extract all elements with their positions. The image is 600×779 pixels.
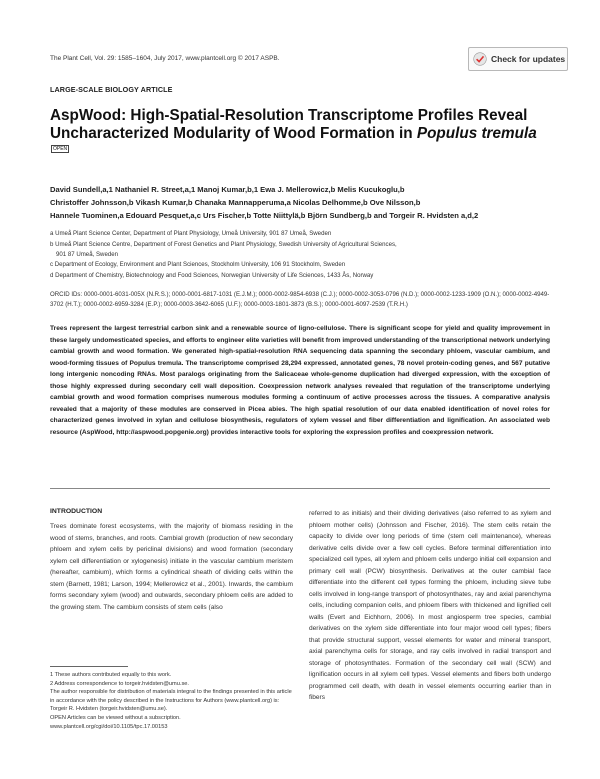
author-line: David Sundell,a,1 Nathaniel R. Street,a,1 Manoj Kumar,b,1 Ewa J. Mellerowicz,b Melis Kucukoglu,b [50,185,405,194]
affiliation-a: a Umeå Plant Science Center, Department of Plant Physiology, Umeå University, 901 87 Umeå, Sweden [50,230,332,237]
introduction-left-column: Trees dominate forest ecosystems, with the majority of biomass residing in the wood of stems, branches, and roots. Cambial growth (production of new secondary phloem and xylem cells by periclinal divisions) and wood formation (secondary xylem cell differentiation or xylogenesis) initiate in the vascular cambium meristem (hereafter, cambium), which forms a cylindrical sheath of dividing cells within the stem (Barnett, 1981; Larson, 1994; Mellerowicz et al., 2001). Inwards, the cambium forms secondary xylem (wood) and outwards, secondary phloem cells are added to the growing stem. The cambium consists of stem cells (also [50,523,293,611]
check-for-updates-label: Check for updates [491,54,566,64]
doi-link[interactable]: www.plantcell.org/cgi/doi/10.1105/tpc.17.00153 [50,723,168,730]
author-line: Christoffer Johnsson,b Vikash Kumar,b Chanaka Mannapperuma,a Nicolas Delhomme,b Ove Nilsson,b [50,198,421,207]
article-title [50,107,550,161]
footnotes [50,671,295,731]
abstract: Trees represent the largest terrestrial carbon sink and a renewable source of ligno-cellulose. There is significant scope for yield and quality improvement in these largely undomesticated species, and efforts to engineer elite varieties will benefit from improved understanding of the transcriptional network underlying cambial growth and wood formation. We generated high-spatial-resolution RNA sequencing data spanning the secondary phloem, vascular cambium, and wood-forming tissues of Populus tremula. The transcriptome comprised 28,294 expressed, annotated genes, 78 novel protein-coding genes, and 567 putative long intergenic noncoding RNAs. Most paralogs originating from the Salicaceae whole-genome duplication had diverged expression, with the exception of those highly expressed during secondary cell wall deposition. Coexpression network analyses revealed that regulation of the transcriptome underlying cambial growth and wood formation comprises numerous modules forming a continuum of active processes across the tissues. A comparative analysis revealed that a majority of these modules are conserved in Picea abies. The high spatial resolution of our data enabled identification of novel roles for characterized genes involved in xylan and cellulose biosynthesis, regulators of xylem vessel and fiber differentiation and lignification. An associated web resource (AspWood, http://aspwood.popgenie.org) provides interactive tools for exploring the expression profiles and coexpression network. [50,325,550,436]
section-divider [50,488,550,489]
introduction-right-column: referred to as initials) and their dividing derivatives (also referred to as xylem and phloem mother cells) (Johnsson and Fischer, 2016). The stem cells retain the capacity to divide over long periods of time (stem cell maintenance), whereas derivative cells divide over a few cell cycles. Before terminal differentiation into specialized cell types, all xylem and phloem cells undergo initial cell expansion and primary cell wall (PCW) biosynthesis. Derivatives at the outer cambial face differentiate into the different cell types forming the phloem, including sieve tube cells involved in long-range transport of photosynthates, ray and axial parenchyma cells, including companion cells, and phloem fibers with thickened and lignified cell walls (Evert and Eichhorn, 2006). In most angiosperm tree species, cambial derivatives on the xylem side differentiate into four major wood cell types; fibers that provide structural support, vessel elements for water and mineral transport, axial parenchyma cells for storage, and ray cells involved in radial transport and storage of photosynthates. Formation of the secondary cell wall (SCW) and lignification occurs in all xylem cell types. Vessel elements and fibers both undergo programmed cell death, with death in vessel elements occurring earlier than in fibers [309,510,551,701]
title-species: Populus tremula [416,125,537,142]
check-for-updates-button[interactable] [468,47,568,71]
journal-citation: The Plant Cell, Vol. 29: 1585–1604, July 2017, www.plantcell.org © 2017 ASPB. [50,55,280,62]
footnote-divider [50,666,128,667]
introduction-heading: INTRODUCTION [50,508,103,515]
title-main: AspWood: High-Spatial-Resolution Transcriptome Profiles Reveal Uncharacterized Modularity of Wood Formation in [50,107,528,142]
affiliation-d: d Department of Chemistry, Biotechnology and Food Sciences, Norwegian University of Life Sciences, 1433 Ås, Norway [50,272,374,279]
author-line: Hannele Tuominen,a Edouard Pesquet,a,c Urs Fischer,b Totte Niittylä,b Björn Sundberg,b and Torgeir R. Hvidsten a,d,2 [50,211,479,220]
affiliation-c: c Department of Ecology, Environment and Plant Sciences, Stockholm University, 106 91 Stockholm, Sweden [50,261,346,268]
footnote: 1 These authors contributed equally to this work. [50,672,172,678]
footnote: The author responsible for distribution of materials integral to the findings presented in this article in accordance with the policy described in the Instructions for Authors (www.plantcell.org) is: Torgeir R. Hvidsten (torgeir.hvidsten@umu.se). [50,689,292,713]
affiliation-b: b Umeå Plant Science Centre, Department of Forest Genetics and Plant Physiology, Swedish University of Agricultural Sciences, [50,241,397,248]
author-list [50,183,560,222]
article-category: LARGE-SCALE BIOLOGY ARTICLE [50,85,173,94]
footnote: 2 Address correspondence to torgeir.hvidsten@umu.se. [50,680,189,687]
open-access-badge: OPEN [53,146,68,152]
crossmark-icon [473,52,487,66]
footnote: OPEN Articles can be viewed without a subscription. [50,714,181,721]
affiliation-b-cont: 901 87 Umeå, Sweden [56,251,118,258]
orcid-ids: ORCID IDs: 0000-0001-6031-005X (N.R.S.); 0000-0001-6817-1031 (E.J.M.); 0000-0002-9854-6938 (C.J.); 0000-0002-3053-0796 (N.D.); 0000-0002-1233-1909 (O.N.); 0000-0002-4949-3702 (H.T.); 0000-0002-6959-3284 (E.P.); 0000-0003-3642-6065 (U.F.); 0000-0003-1801-3873 (B.S.); 0000-0001-6097-2539 (T.R.H.) [50,291,550,308]
